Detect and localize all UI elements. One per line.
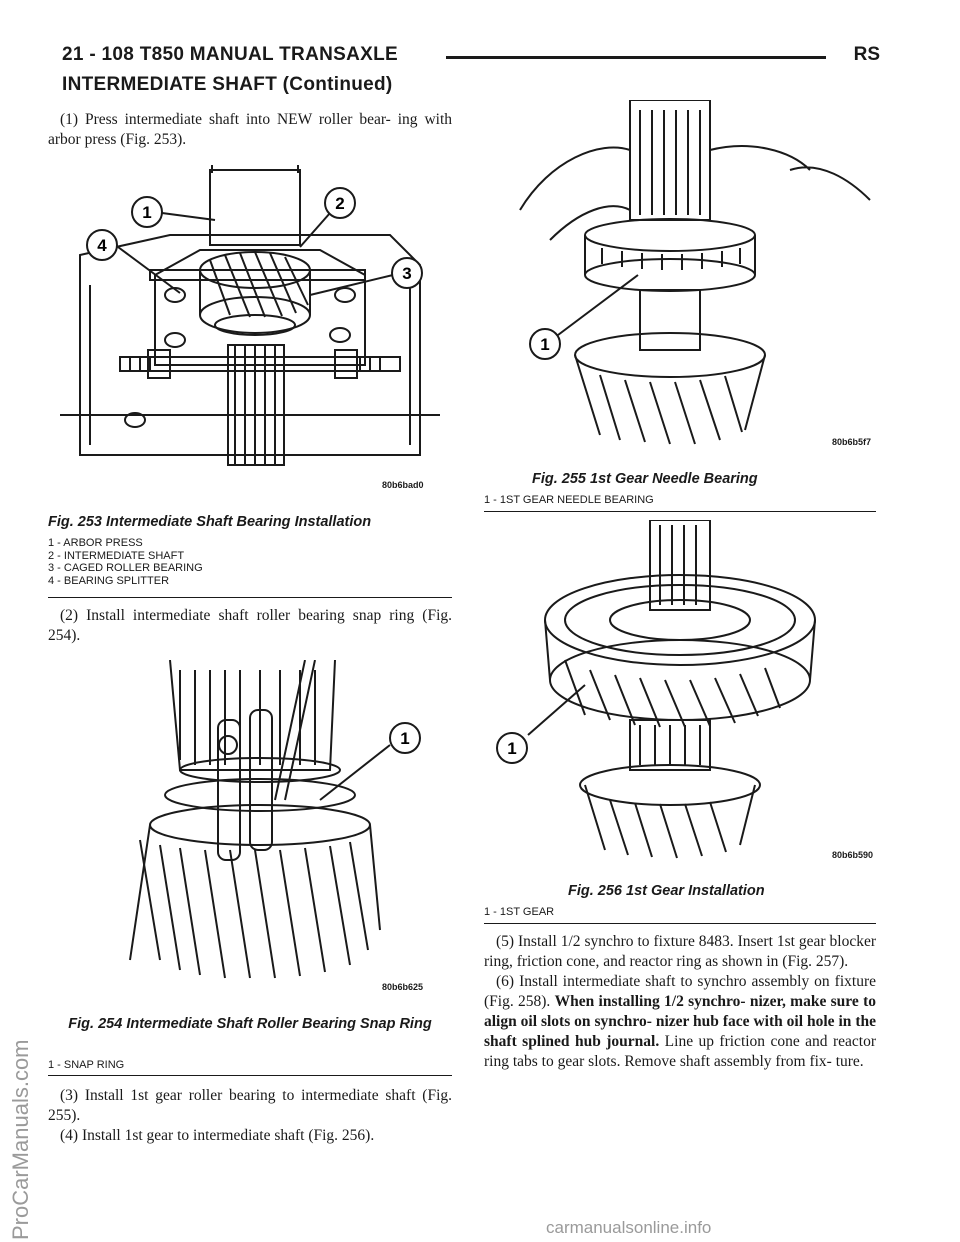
fig255-code: 80b6b5f7 [832,437,872,447]
header-rule [446,56,826,59]
fig253-code: 80b6bad0 [382,480,424,490]
steps-5-6: (5) Install 1/2 synchro to fixture 8483. Insert 1st gear blocker ring, friction cone, and reactor ring as shown in (Fig. 257). (6) Install intermediate shaft to synchro assembly on fixture (Fig. 258). When installing 1/2 synchro- nizer, make sure to align oil slots on synchro- nizer hub face with oil hole in the shaft splined hub journal. Line up friction cone and reactor ring tabs to gear slots. Remove shaft assembly from fix- ture. [484,933,877,1070]
fig256-caption: Fig. 256 1st Gear Installation [568,883,765,899]
divider [484,511,876,512]
callout-3: 3 [402,264,412,283]
fig253-legend [48,537,203,587]
callout-1: 1 [507,739,517,758]
fig254-caption: Fig. 254 Intermediate Shaft Roller Bearing Snap Ring [68,1016,432,1032]
section-title: INTERMEDIATE SHAFT (Continued) [62,74,393,95]
divider [484,923,876,924]
callout-1: 1 [400,729,410,748]
legend-item: 1 - 1ST GEAR NEEDLE BEARING [484,494,654,506]
fig255-legend [484,494,654,507]
fig254-illustration [100,660,440,990]
fig256-legend [484,906,554,919]
watermark: ProCarManuals.com [8,1039,33,1240]
legend-item: 1 - 1ST GEAR [484,906,555,918]
step-2: (2) Install intermediate shaft roller bearing snap ring (Fig. 254). [48,607,452,644]
fig255-caption: Fig. 255 1st Gear Needle Bearing [532,471,758,487]
section-badge: RS [853,44,880,65]
page-title: 21 - 108 T850 MANUAL TRANSAXLE [62,44,398,65]
callout-1: 1 [142,203,152,222]
callout-4: 4 [97,236,107,255]
fig255-illustration [490,100,880,450]
fig254-code: 80b6b625 [382,982,424,992]
fig256-code: 80b6b590 [832,850,874,860]
callout-2: 2 [335,194,345,213]
step-1: (1) Press intermediate shaft into NEW roller bear- ing with arbor press (Fig. 253). [48,111,452,148]
fig256-illustration [490,520,880,860]
legend-item: 1 - SNAP RING [48,1059,125,1071]
steps-3-4: (3) Install 1st gear roller bearing to intermediate shaft (Fig. 255). (4) Install 1st gear to intermediate shaft (Fig. 256). [48,1087,452,1144]
footer-link[interactable]: carmanualsonline.info [546,1218,712,1237]
fig253-caption: Fig. 253 Intermediate Shaft Bearing Installation [48,514,372,530]
fig254-legend [48,1059,124,1072]
legend-item: 4 - BEARING SPLITTER [48,574,170,587]
legend-item: 2 - INTERMEDIATE SHAFT [48,549,185,562]
callout-1: 1 [540,335,550,354]
divider [48,597,452,598]
legend-item: 3 - CAGED ROLLER BEARING [48,562,203,574]
fig253-illustration [60,165,440,495]
divider [48,1075,452,1076]
legend-item: 1 - ARBOR PRESS [48,537,143,549]
